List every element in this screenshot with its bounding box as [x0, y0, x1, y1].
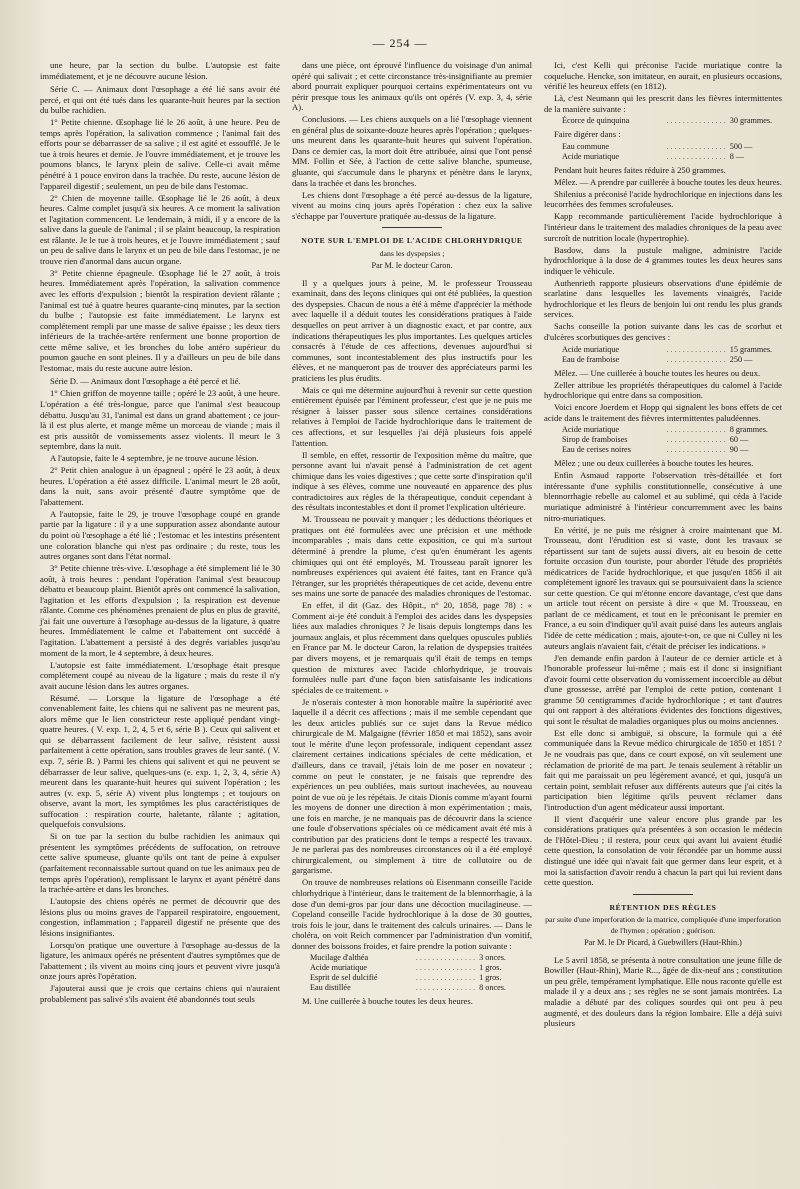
paragraph: Il semble, en effet, ressortir de l'exposition même du maître, que personne avant lui n'avait pensé à l'administration de cet agent chimique dans les voies digestives ; que cette sorte d'inspiration qu'il indique à ses élèves, comme une nouveauté en apparence des plus contradictoires aux règles de la thérapeutique, conduit cependant à des résultats incontestables et dont il promet l'explication ultérieure.: [292, 449, 532, 513]
prescription-row: [562, 445, 782, 455]
paragraph: Pendant huit heures faites réduire à 250 grammes.: [554, 164, 726, 175]
prescription-row: [310, 953, 532, 963]
paragraph: 1° Chien griffon de moyenne taille ; opéré le 23 août, à une heure. L'opération a été très-longue, parce que l'animal s'est beaucoup débattu. Jusqu'au 31, l'animal est dans un grand abattement ; ce jour-là il est plus alerte, et mange même un morceau de viande ; mais il est pris aussitôt de vomissements assez violents. Il meurt le 3 septembre, dans la nuit.: [40, 388, 280, 452]
article-subtitle: par suite d'une imperforation de la matrice, compliquée d'une imperforation de l'hymen ; opération ; guérison.: [545, 915, 781, 935]
paragraph: Si on tue par la section du bulbe rachidien les animaux qui présentent les symptômes précédents de suffocation, on retrouve cette salive spumeuse, gluante qu'ils ont tant de peine à expulser (parfaitement reconnaissable surtout quand on tue les animaux peu de temps après l'opération), remplissant le larynx et ayant pénétré dans la trachée-artère et dans les bronches.: [40, 831, 280, 895]
paragraph: 1° Petite chienne. Œsophage lié le 26 août, à une heure. Peu de temps après l'opération, la salivation commence ; l'animal fait des efforts pour se débarrasser de sa salive ; il est agité et essoufflé. Je le tue à trois heures et demie. Je l'ouvre immédiatement, et je trouve les poumons blancs, le larynx plein de salive. Celle-ci avait même pénétré à 1 pouce environ dans la trachée. Du reste, aucune lésion de l'appareil digestif ; seulement, un peu de bile dans l'estomac.: [40, 117, 280, 191]
leader-dots: . . . . . . . . . . . . . . .: [666, 425, 726, 435]
paragraph: Zeller attribue les propriétés thérapeutiques du calomel à l'acide hydrochlorique qui entre dans sa composition.: [544, 379, 782, 401]
paragraph: Je n'oserais contester à mon honorable maître la supériorité avec laquelle il a décrit ces affections ; mais il me semble cependant que les deux articles publiés sur ce sujet dans la Revue médico chirurgicale de M. Malgaigne (février 1850 et mai 1852), sans avoir tout le mérite d'une leçon professorale, indiquent cependant assez clairement certaines indications spéciales de cette médication, et d'ailleurs, dans ce travail, j'étais loin de me poser en novateur ; comme on peut le constater, je ne faisais que reprendre des expériences un peu oubliées, mais surtout inachevées, au nouveau point de vue où je les répétais. Je citais Dionis comme m'ayant fourni les moyens de donner une direction à mon expérimentation ; mais, une fois en marche, je ne manquais pas de découvrir dans la science une foule d'observations spéciales où ce médicament avait été mis à contribution par des praticiens dont le temps a respecté les travaux. Je ne parlerai pas des nombreuses circonstances où il a été employé chirurgicalement, ou simplement à titre de collutoire ou de gargarisme.: [292, 696, 532, 876]
prescription-row: [310, 983, 532, 993]
leader-dots: . . . . . . . . . . . . . . .: [666, 354, 726, 364]
paragraph: Il y a quelques jours à peine, M. le professeur Trousseau examinait, dans des leçons cliniques qui ont été publiées, la question des dyspepsies. Chacun de nous a été à même d'apprécier la méthode avec laquelle il a déduit toutes les considérations pratiques à l'aide desquelles on peut arriver à un diagnostic exact, et par contre, aux indications thérapeutiques les plus importantes. Les quelques articles consacrés à l'étude de ces affections, devenues aujourd'hui si communes, sont incontestablement des plus instructifs pour les élèves, et ne manqueront pas de trouver des appréciateurs parmi les praticiens les plus érudits.: [292, 277, 532, 383]
ingredient-quantity: 500 —: [729, 141, 753, 151]
paragraph: Les chiens dont l'œsophage a été percé au-dessus de la ligature, vivent au moins cinq jours après l'opération : chez eux la salive s'échappe par l'ouverture pratiquée au-dessus de la ligature.: [292, 189, 532, 221]
article-title: RÉTENTION DES RÈGLES: [609, 902, 717, 912]
paragraph: une heure, par la section du bulbe. L'autopsie est faite immédiatement, et je ne découvre aucune lésion.: [40, 60, 280, 81]
article-subtitle: dans les dyspepsies ;: [379, 248, 445, 258]
prescription-list: [562, 345, 782, 365]
paragraph: J'ajouterai aussi que je crois que certains chiens qui n'auraient probablement pas salivé s'ils avaient été abandonnés tout seuls: [40, 983, 280, 1005]
paragraph: Résumé. — Lorsque la ligature de l'œsophage a été convenablement faite, les chiens qui ne salivent pas ne meurent pas, alors même que le lien constricteur reste appliqué pendant vingt-quatre heures. ( V. exp. 1, 2, 4, 5 et 6, série B ). Ceux qui salivent et qui se débarrassent facilement de leur salive, résistent aussi parfaitement à cette opération, sans troubles graves de leur santé. ( V. exp. 7, série B. ) Parmi les chiens qui salivent et qui ne peuvent se débarrasser de leur salive, quelques-uns (e. exp. 1, 2, 3, 4, série A) meurent dans les quarante-huit heures qui suivent l'opération ; les autres (v. exp. 5, série A) vivent plus longtemps ; et toujours on observe, avant la mort, les symptômes les plus caractéristiques de suffocation : respiration courte, haletante, râlante ; agitation, quelquefois convulsions.: [40, 692, 280, 830]
paragraph: On trouve de nombreuses relations où Eisenmann conseille l'acide chlorhydrique à l'intérieur, dans le traitement de la blennorrhagie, à la dose d'un demi-gros par jour dans une décoction mucilagineuse. — Copeland conseille l'acide hydrochlorique à la dose de 30 gouttes, trois fois le jour, dans le traitement des calculs urinaires. — Dans le choléra, on voit Reich commencer par l'administration d'un vomitif, donner des boissons froides, et faire prendre la potion suivante :: [292, 877, 532, 951]
leader-dots: . . . . . . . . . . . . . . .: [415, 963, 476, 973]
prescription-row: [562, 142, 782, 152]
paragraph: Kapp recommande particulièrement l'acide hydrochlorique à l'intérieur dans le traitement des maladies chroniques de la peau avec surcroît de nutrition locale (hypertrophie).: [544, 211, 782, 243]
ingredient-name: Acide muriatique: [562, 344, 620, 354]
paragraph: Voici encore Joerdem et Hopp qui signalent les bons effets de cet acide dans le traitement des fièvres intermittentes paludéennes.: [544, 402, 782, 423]
ingredient-quantity: 3 onces.: [479, 953, 506, 963]
paragraph: 2° Petit chien analogue à un épagneul ; opéré le 23 août, à deux heures. L'opération a été assez difficile. L'animal meurt le 28 août, dans la nuit, sans avoir présenté d'autre symptôme que de l'abattement.: [40, 465, 280, 507]
leader-dots: . . . . . . . . . . . . . . .: [666, 141, 726, 151]
leader-dots: . . . . . . . . . . . . . . .: [666, 116, 726, 126]
paragraph: 3° Petite chienne très-vive. L'œsophage a été simplement lié le 30 août, à trois heures : pendant l'opération l'animal s'est beaucoup débattu et beaucoup plaint. Bientôt après ont commencé la salivation, l'agitation et les efforts d'expulsion ; la respiration est devenue râlante. Comme ces phénomènes prenaient de plus en plus de gravité, j'ai fait une ouverture à l'œsophage au-dessus de la ligature, à quatre heures. Immédiatement le calme et l'abattement ont succédé à l'agitation. L'abattement a persisté à des degrés variables jusqu'au moment de la mort, le 4 septembre, à deux heures.: [40, 563, 280, 658]
paragraph: Authenrieth rapporte plusieurs observations d'une épidémie de scarlatine dans lesquelles les lavements vinaigrés, l'acide hydrochlorique et les fleurs de benjoin lui ont rendu les plus grands services.: [544, 277, 782, 320]
ingredient-name: Mucilage d'althéa: [310, 953, 369, 963]
prescription-list: [562, 425, 782, 455]
paragraph: M. Trousseau ne pouvait y manquer ; les déductions théoriques et pratiques ont été formulées avec une précision et une méthode incomparables ; mais dans cette exposition, ce qui m'a surtout déterminé à prendre la plume, c'est qu'en énumérant les agents chimiques qui ont été employés, M. Trousseau paraît ignorer les nombreuses expériences qui avaient été faites, tant en France qu'à l'étranger, sur les propriétés thérapeutiques de cet acide, devenu entre ses mains une sorte de panacée des maladies chroniques de l'estomac.: [292, 514, 532, 599]
prescription-list: [562, 116, 782, 126]
paragraph: Shilenius a préconisé l'acide hydrochlorique en injections dans les leucorrhées des femmes scrofuleuses.: [544, 188, 782, 210]
leader-dots: . . . . . . . . . . . . . . .: [666, 435, 726, 445]
leader-dots: . . . . . . . . . . . . . . .: [415, 983, 476, 993]
leader-dots: . . . . . . . . . . . . . . .: [666, 151, 726, 161]
paragraph: Sachs conseille la potion suivante dans les cas de scorbut et d'ulcères scorbutiques des gencives :: [544, 321, 782, 342]
paragraph: Conclusions. — Les chiens auxquels on a lié l'œsophage viennent en général plus de soixante-douze heures après l'opération ; quelques-uns meurent dans les quarante-huit heures qui suivent l'opération. Dans ce dernier cas, la mort doit être attribuée, ainsi que l'ont pensé MM. Follin et Sée, à l'action de cette salive blanche, spumeuse, gluante, qui s'accumule dans le pharynx et pénètre dans le larynx, dans la trachée et dans les bronches.: [292, 114, 532, 188]
ingredient-quantity: 8 grammes.: [729, 425, 768, 435]
paragraph: Mais ce qui me détermine aujourd'hui à revenir sur cette question entièrement épuisée par l'éminent professeur, c'est que je ne puis me résigner à laisser passer sous silence certaines considérations relatives à l'emploi de l'acide hydrochlorique dans le traitement de ces affections, et sur lesquelles j'ai déjà plusieurs fois appelé l'attention.: [292, 384, 532, 448]
leader-dots: . . . . . . . . . . . . . . .: [415, 973, 476, 983]
ingredient-name: Acide muriatique: [562, 151, 620, 161]
prescription-list: [562, 142, 782, 162]
prescription-row: [562, 116, 782, 126]
paragraph: L'autopsie est faite immédiatement. L'œsophage était presque complétement coupé au niveau de la ligature ; mais du reste il n'y avait aucune lésion dans les autres organes.: [40, 659, 280, 691]
article-author: Par M. le Dr Picard, à Guebwillers (Haut-Rhin.): [584, 938, 742, 948]
leader-dots: . . . . . . . . . . . . . . .: [415, 953, 476, 963]
prescription-row: [310, 973, 532, 983]
ingredient-quantity: 1 gros.: [479, 963, 502, 973]
paragraph: Mêlez. — A prendre par cuillerée à bouche toutes les deux heures.: [554, 176, 782, 187]
paragraph: Mêlez ; une ou deux cuillerées à bouche toutes les heures.: [554, 458, 754, 469]
paragraph: Lorsqu'on pratique une ouverture à l'œsophage au-dessus de la ligature, les animaux opérés ne présentent d'autres symptômes que de l'abattement ; ils vivent au moins cinq jours et peuvent vivre jusqu'à onze jours après l'opération.: [40, 939, 280, 982]
prescription-row: [562, 152, 782, 162]
paragraph: Série C. — Animaux dont l'œsophage a été lié sans avoir été percé, et qui ont été tués dans les quarante-huit heures par la section du bulbe rachidien.: [40, 84, 280, 116]
column-right: [544, 60, 782, 1176]
paragraph: Faire digérer dans :: [554, 129, 621, 140]
ingredient-name: Acide muriatique: [310, 963, 368, 973]
paragraph: Enfin Asmaud rapporte l'observation très-détaillée et fort intéressante d'une syphilis constitutionnelle, consécutive à une blennorrhagie rebelle au calomel et au sublimé, qui céda à l'acide muriatique administré à l'intérieur concurremment avec les bains nitro-muriatiques.: [544, 470, 782, 523]
prescription-row: [562, 435, 782, 445]
column-middle: [292, 60, 532, 1176]
section-divider: [382, 227, 442, 228]
paragraph: En vérité, je ne puis me résigner à croire maintenant que M. Trousseau, dont l'érudition est si vaste, dont les travaux se répartissent sur tant de sujets aussi divers, ait eu besoin de cette fortuite occasion d'un touriste, pour aborder l'étude des propriétés médicatrices de l'acide hydrochlorique, et que jusqu'en 1856 il ait complétement ignoré les travaux qui se poursuivaient dans la science sur cette question. Ce qui m'étonne encore davantage, c'est que dans un article tout récent on persiste à dire « que M. Trousseau, en parlant de ce médicament, et tout en le préconisant le premier en France, a eu soin d'indiquer qu'il avait puisé dans les auteurs anglais l'idée de cette médication ; mais, ajoute-t-on, ce que ni Culley ni les auteurs anglais n'avaient fait, c'était de préciser les indications. »: [544, 524, 782, 651]
prescription-row: [310, 963, 532, 973]
paragraph: dans une pièce, ont éprouvé l'influence du voisinage d'un animal opéré qui salivait ; et cette circonstance très-insignifiante au premier abord pourrait expliquer pourquoi certains expérimentateurs ont vu périr presque tous les animaux qu'ils ont opérés (V. exp. 3, 4, série A).: [292, 60, 532, 113]
paragraph: Série D. — Animaux dont l'œsophage a été percé et lié.: [50, 376, 241, 387]
ingredient-name: Esprit de sel dulcifié: [310, 973, 378, 983]
ingredient-quantity: 8 —: [729, 151, 745, 161]
paragraph: 2° Chien de moyenne taille. Œsophage lié le 26 août, à deux heures. Calme complet jusqu'à six heures. A ce moment la salivation et l'agitation commencent. Le lendemain, à midi, il y a encore de la salive dans la gueule de l'animal ; il se plaint beaucoup, la respiration est râlante. Je le tue à trois heures, et je l'ouvre immédiatement ; sauf un peu de salive dans le larynx et un peu de bile dans l'estomac, je ne trouve rien d'anormal dans aucun organe.: [40, 192, 280, 266]
paragraph: Le 5 avril 1858, se présenta à notre consultation une jeune fille de Bowiller (Haut-Rhin), Marie R..., âgée de dix-neuf ans ; constitution un peu grêle, tempérament lymphatique. Elle nous raconte qu'elle est malade il y a deux ans ; ses règles ne se sont jamais montrées. La maladie a débuté par des coliques sourdes qui ont peu à peu augmenté, et des douleurs dans la région lombaire. Elle a déjà suivi plusieurs: [544, 954, 782, 1029]
paragraph: Il vient d'acquérir une valeur encore plus grande par les considérations pratiques qu'a présentées à son occasion le médecin de l'Hôtel-Dieu ; il restera, pour ceux qui avant lui avaient étudié cette question, la consolation de voir fécondée par un homme aussi distingué une idée qui n'avait fait que germer dans leur esprit, et à moi la satisfaction d'avoir rendu à chacun la part qui lui revient dans cette question.: [544, 813, 782, 888]
paragraph: A l'autopsie, faite le 4 septembre, je ne trouve aucune lésion.: [50, 453, 259, 464]
ingredient-name: Écorce de quinquina: [562, 116, 630, 126]
leader-dots: . . . . . . . . . . . . . . .: [666, 445, 726, 455]
ingredient-name: Eau de cerises noires: [562, 445, 631, 455]
leader-dots: . . . . . . . . . . . . . . .: [666, 344, 726, 354]
ingredient-quantity: 8 onces.: [479, 983, 506, 993]
section-divider: [633, 894, 693, 895]
paragraph: Là, c'est Neumann qui les prescrit dans les fièvres intermittentes de la manière suivante :: [544, 93, 782, 114]
paragraph: Mêlez. — Une cuillerée à bouche toutes les heures ou deux.: [554, 367, 761, 378]
paragraph: Basdow, dans la pustule maligne, administre l'acide hydrochlorique à la dose de 4 grammes toutes les deux heures sans indiquer le véhicule.: [544, 244, 782, 276]
prescription-row: [562, 355, 782, 365]
ingredient-quantity: 250 —: [729, 354, 753, 364]
ingredient-name: Eau commune: [562, 141, 610, 151]
paragraph: A l'autopsie, faite le 29, je trouve l'œsophage coupé en grande partie par la ligature : il y a une suppuration assez abondante autour du point où l'œsophage a été lié ; l'estomac et les intestins présentent une coloration blanche qui n'est pas ordinaire ; du reste, tous les autres organes sont dans l'état normal.: [40, 508, 280, 562]
paragraph: L'autopsie des chiens opérés ne permet de découvrir que des lésions plus ou moins graves de l'appareil respiratoire, engouement, congestion, inflammation ; l'appareil digestif ne présente que des lésions insignifiantes.: [40, 896, 280, 938]
ingredient-quantity: 15 grammes.: [729, 344, 773, 354]
paragraph: Est elle donc si ambiguë, si obscure, la formule qui a été communiquée dans la Revue médico chirurgicale de 1850 et 1851 ? Je ne voudrais pas que, dans ce court exposé, on vît seulement une réclamation de priorité de ma part. Je tenais seulement à rétablir un fait qui me paraissait un peu légèrement avancé, et qui, jusqu'à un certain point, semblait refuser aux différents auteurs que j'ai cités la participation bien légitime qu'ils peuvent réclamer dans l'introduction d'un agent médicateur aussi important.: [544, 727, 782, 812]
ingredient-name: Eau de framboise: [562, 354, 620, 364]
paragraph: J'en demande enfin pardon à l'auteur de ce dernier article et à l'honorable professeur lui-même ; mais est il donc si insignifiant d'avoir fourni cette observation du vomissement incoercible au début d'une grossesse, arrêté par l'emploi de cette potion, contenant 1 gramme 50 centigrammes d'acide hydrochlorique ; et tant d'autres qui ont rapport à des altérations évidentes des fonctions digestives, qui sont le résultat de maladies organiques plus ou moins anciennes.: [544, 652, 782, 726]
paragraph: Ici, c'est Kelli qui préconise l'acide muriatique contre la coqueluche. Hencke, son imitateur, en aurait, en plusieurs occasions, vérifié les heureux effets (en 1812).: [544, 60, 782, 92]
ingredient-name: Sirop de framboises: [562, 435, 628, 445]
article-title: NOTE SUR L'EMPLOI DE L'ACIDE CHLORHYDRIQUE: [301, 236, 523, 246]
page-number: — 254 —: [372, 36, 428, 50]
ingredient-quantity: 60 —: [729, 435, 749, 445]
ingredient-quantity: 30 grammes.: [729, 116, 773, 126]
prescription-list: [310, 953, 532, 993]
ingredient-name: Acide muriatique: [562, 425, 620, 435]
paragraph: M. Une cuillerée à bouche toutes les deux heures.: [302, 996, 473, 1007]
prescription-row: [562, 345, 782, 355]
ingredient-quantity: 1 gros.: [479, 973, 502, 983]
article-author: Par M. le docteur Caron.: [371, 261, 453, 271]
prescription-row: [562, 425, 782, 435]
paragraph: 3° Petite chienne épagneule. Œsophage lié le 27 août, à trois heures. Immédiatement après l'opération, la salivation commence avec les efforts d'expulsion ; bientôt la respiration devient râlante ; l'animal est tué à quatre heures quarante-cinq minutes, par la section du bulbe ; l'autopsie est faite immédiatement. Le larynx est complétement rempli par une masse de salive épaisse ; les deux tiers inférieurs de la trachée-artère renferment une bonne proportion de cette même salive, et les bronches du lobe antéro supérieur du poumon gauche en sont pleines. Il y a d'ailleurs un peu de bile dans l'estomac, mais du reste aucune autre lésion.: [40, 267, 280, 373]
ingredient-name: Eau distillée: [310, 983, 351, 993]
paragraph: En effet, il dit (Gaz. des Hôpit., n° 20, 1858, page 78) : « Comment ai-je été conduit à l'emploi des acides dans les dyspepsies liées aux maladies chroniques ? Je lisais depuis longtemps dans les journaux anglais, et plus récemment dans quelques opuscules publiés en France par M. le docteur Caron, la relation de dyspepsies traitées par divers moyens, et je remarquais qu'il était de temps en temps question de mixtures avec l'acide chlorhydrique, je trouvais formulées nulle part d'une façon bien satisfaisante les indications spéciales de ce traitement. »: [292, 600, 532, 695]
ingredient-quantity: 90 —: [729, 445, 749, 455]
column-left: [40, 60, 280, 1176]
